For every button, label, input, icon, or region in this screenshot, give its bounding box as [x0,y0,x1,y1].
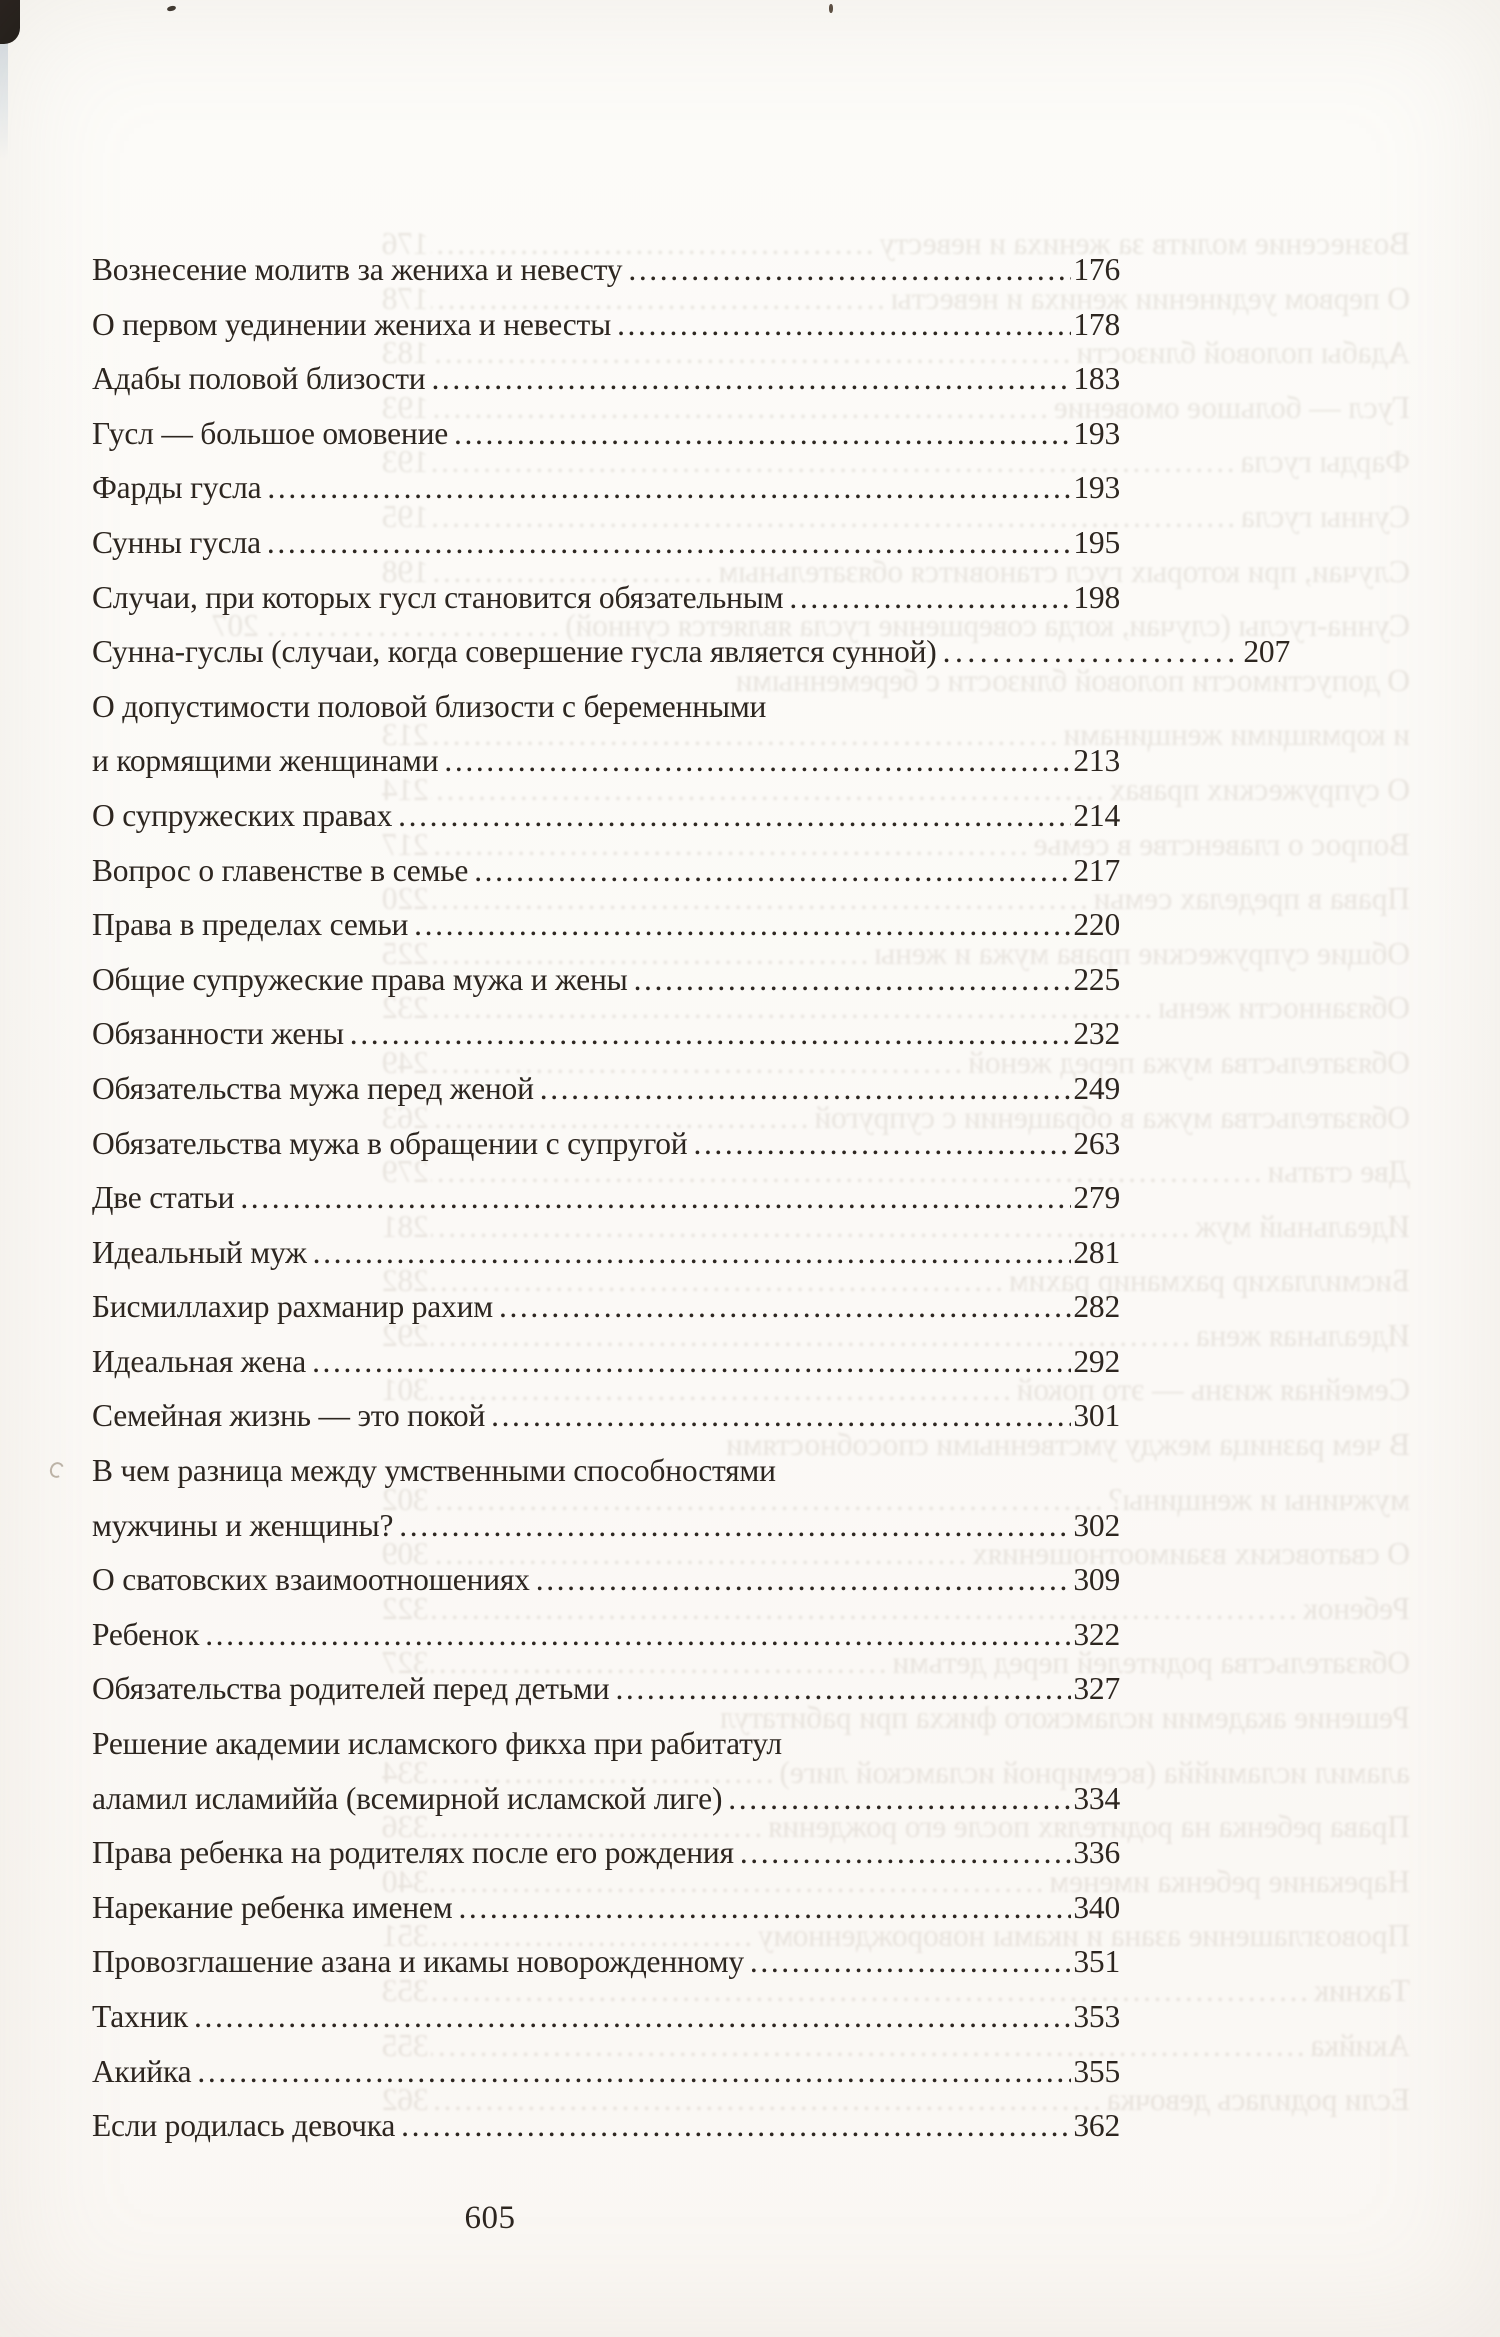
toc-page-number: 309 [1073,1562,1120,1598]
toc-page-number: 176 [1073,252,1120,287]
toc-dot-leader [536,1553,1072,1608]
toc-dot-leader [617,298,1071,353]
toc-page-number: 351 [382,1918,429,1954]
toc-entry-title: Вопрос о главенстве в семье [1033,826,1410,862]
toc-page-number: 301 [1073,1398,1120,1434]
toc-entry-title: Права ребенка на родителях после его рождения [768,1809,1410,1845]
toc-line [92,734,1120,789]
toc-line [92,1389,1120,1444]
toc-page-number: 198 [382,553,429,589]
toc-entry-title: Обязательства родителей перед детьми [892,1645,1410,1681]
toc-dot-leader [197,2045,1071,2100]
toc-line [92,680,1120,735]
toc-entry-title: Сунны гусла [1241,498,1410,534]
toc-dot-leader [431,352,1071,407]
toc-page-number: 279 [1073,1180,1120,1216]
toc-page-number: 282 [1073,1289,1120,1325]
toc-entry-title: Акийка [1310,2027,1410,2063]
toc-entry-title: Случаи, при которых гусл становится обязательным [718,553,1410,589]
toc-line [92,1007,1120,1062]
toc-entry-title: Сунна-гуслы (случаи, когда совершение гусла является сунной) [565,608,1410,644]
toc-page-number: 355 [1073,2053,1120,2089]
toc-entry-title: В чем разница между умственными способностями [92,1453,776,1489]
toc-entry-title: мужчины и женщины? [1108,1481,1410,1517]
toc-dot-leader [350,1007,1072,1062]
toc-page-number: 193 [382,389,429,425]
toc-page-number: 176 [382,226,429,261]
toc-dot-leader [194,1990,1071,2045]
toc-entry-title: О супружеских правах [1109,771,1410,807]
toc-page-number: 193 [1073,470,1120,506]
toc-entry-title: Обязанности жены [92,1016,344,1052]
toc-page-number: 334 [1073,1780,1120,1816]
toc-page-number: 327 [1073,1671,1120,1707]
toc-line [92,1226,1120,1281]
toc-page-number: 198 [1073,579,1120,615]
toc-page-number: 301 [382,1372,429,1408]
toc-entry-title: Тахник [1313,1973,1410,2008]
toc-page-number: 207 [1243,634,1290,670]
toc-entry-title: Решение академии исламского фикха при рабитатул [92,1726,782,1762]
toc-entry-title: Идеальный муж [1195,1208,1410,1244]
toc-page-number: 195 [382,498,429,534]
toc-line [92,1117,1120,1172]
toc-entry-title: Обязательства мужа перед женой [92,1070,534,1106]
ink-speck [48,1460,67,1480]
toc-entry-title: Права ребенка на родителях после его рождения [92,1835,734,1871]
ink-speck [167,5,177,12]
toc-entry-title: Обязанности жены [1158,990,1410,1026]
toc-line [92,1553,1120,1608]
toc-entry-title: Обязательства мужа перед женой [968,1044,1410,1080]
toc-page-number: 336 [1073,1835,1120,1871]
ink-speck [829,4,833,13]
toc-entry-title: Идеальная жена [1195,1317,1410,1353]
toc-entry-title: Если родилась девочка [92,2108,396,2144]
toc-entry-title: О сватовских взаимоотношениях [92,1562,530,1598]
toc-entry-title: Гусл — большое омовение [92,415,449,451]
toc-dot-leader [267,516,1071,571]
toc-dot-leader [240,1171,1071,1226]
toc-entry-title: Бисмиллахир рахманир рахим [92,1289,493,1325]
toc-entry-title: Адабы половой близости [92,361,426,397]
toc-line [92,1608,1120,1663]
toc-page-number: 263 [1073,1125,1120,1161]
toc-page-number: 214 [382,771,429,807]
toc-entry-title: Нарекание ребенка именем [92,1889,453,1925]
toc-entry-title: и кормящими женщинами [1063,717,1410,753]
toc-entry-title: Общие супружеские права мужа и жены [92,961,628,997]
toc-line [92,789,1120,844]
toc-line [92,1990,1120,2045]
toc-page-number: 334 [382,1754,429,1790]
toc-page-number: 292 [1073,1343,1120,1379]
toc-entry-title: Вознесение молитв за жениха и невесту [92,252,623,287]
toc-line [92,1335,1120,1390]
toc-page-number: 232 [382,990,429,1026]
toc-entry-title: Идеальная жена [92,1343,307,1379]
toc-page-number: 362 [1073,2108,1120,2144]
toc-dot-leader [634,953,1072,1008]
toc-dot-leader [740,1826,1072,1881]
toc-line [92,1935,1120,1990]
toc-dot-leader [458,1881,1071,1936]
toc-page-number: 217 [382,826,429,862]
toc-dot-leader [313,1226,1072,1281]
toc-entry-title: мужчины и женщины? [92,1507,394,1543]
toc-page-number: 195 [1073,524,1120,560]
toc-page-number: 353 [1073,1999,1120,2034]
toc-dot-leader [789,571,1071,626]
toc-page-number: 193 [1073,415,1120,451]
toc-entry-title: Семейная жизнь — это покой [92,1398,486,1434]
toc-entry-title: Семейная жизнь — это покой [1016,1372,1410,1408]
toc-entry-title: Права в пределах семьи [92,907,409,943]
toc-dot-leader [398,789,1071,844]
toc-line [92,243,1120,298]
toc-page-number: 193 [382,444,429,480]
toc-line [92,625,1290,680]
toc-entry-title: Адабы половой близости [1076,335,1410,371]
toc-page-number: 353 [382,1973,429,2008]
toc-entry-title: Вопрос о главенстве в семье [92,852,469,888]
toc-entry-title: О допустимости половой близости с беременными [735,662,1410,698]
toc-page-number: 217 [1073,852,1120,888]
toc-line [92,1499,1120,1554]
toc-entry-title: Вознесение молитв за жениха и невесту [879,226,1410,261]
toc-entry-title: Провозглашение азана и икамы новорожденному [758,1918,1410,1954]
toc-page-number: 322 [382,1590,429,1626]
toc-line [92,844,1120,899]
toc-line [92,1280,1120,1335]
toc-line [92,407,1120,462]
toc-entry-title: Две статьи [92,1180,235,1216]
toc-dot-leader [399,1499,1071,1554]
toc-entry-title: О первом уединении жениха и невесты [92,306,612,342]
toc-dot-leader [414,898,1071,953]
toc-line [92,953,1120,1008]
toc-dot-leader [474,844,1071,899]
toc-line [92,1772,1120,1827]
toc-entry-title: Акийка [92,2053,192,2089]
toc-line [92,461,1120,516]
toc-page-number: 281 [1073,1234,1120,1270]
toc-line [92,2045,1120,2100]
toc-line [92,1062,1120,1117]
toc-page-number: 225 [382,935,429,971]
toc-page-number: 309 [382,1536,429,1572]
toc-entry-title: аламил исламиййа (всемирной исламской лиге) [92,1780,723,1816]
toc-page-number: 232 [1073,1016,1120,1052]
toc-entry-title: и кормящими женщинами [92,743,439,779]
toc-entry-title: Идеальный муж [92,1234,307,1270]
toc-line [92,2099,1120,2154]
toc-page-number: 213 [1073,743,1120,779]
toc-page-number: 178 [1073,306,1120,342]
toc-line [92,1171,1120,1226]
toc-page-number: 340 [1073,1889,1120,1925]
toc-entry-title: О сватовских взаимоотношениях [972,1536,1410,1572]
toc-entry-title: Общие супружеские права мужа и жены [874,935,1410,971]
toc-page-number: 178 [382,280,429,316]
toc-dot-leader [693,1117,1071,1172]
scan-corner-artifact [0,0,20,44]
toc-page-number: 327 [382,1645,429,1681]
toc-line [92,1444,1120,1499]
toc-page-number: 249 [382,1044,429,1080]
toc-line [92,898,1120,953]
toc-entry-title: Обязательства мужа в обращении с супругой [814,1099,1410,1135]
toc-page-number: 282 [382,1263,429,1299]
toc-page-number: 183 [1073,361,1120,397]
toc-page-number: 220 [1073,907,1120,943]
toc-entry-title: аламил исламиййа (всемирной исламской лиге) [779,1754,1410,1790]
toc-page-number: 220 [382,881,429,917]
toc-dot-leader [267,461,1071,516]
toc-dot-leader [444,734,1071,789]
toc-page-number: 263 [382,1099,429,1135]
toc-entry-title: Фарды гусла [1240,444,1410,480]
toc-dot-leader [943,625,1242,680]
toc-entry-title: Ребенок [92,1616,200,1652]
toc-page-number: 214 [1073,797,1120,833]
toc-page-number: 355 [382,2027,429,2063]
toc-entry-title: Провозглашение азана и икамы новорожденному [92,1944,744,1980]
toc-entry-title: Бисмиллахир рахманир рахим [1009,1263,1410,1299]
toc-page-number: 336 [382,1809,429,1845]
toc-page-number: 249 [1073,1070,1120,1106]
toc-dot-leader [540,1062,1072,1117]
toc-dot-leader [628,243,1071,298]
toc-entry-title: В чем разница между умственными способностями [726,1427,1410,1463]
toc-line [92,516,1120,571]
toc-entry-title: О первом уединении жениха и невесты [890,280,1410,316]
toc-page-number: 322 [1073,1616,1120,1652]
toc-page-number: 279 [382,1154,429,1190]
toc-entry-title: Случаи, при которых гусл становится обязательным [92,579,784,615]
toc-dot-leader [615,1662,1071,1717]
toc-page-number: 362 [382,2082,429,2118]
toc-entry-title: Сунны гусла [92,524,261,560]
toc-entry-title: Две статьи [1267,1154,1410,1190]
toc-page-number: 183 [382,335,429,371]
toc-page-number: 340 [382,1863,429,1899]
toc-line [92,1662,1120,1717]
toc-dot-leader [750,1935,1071,1990]
toc-dot-leader [312,1335,1071,1390]
toc-dot-leader [491,1389,1071,1444]
toc-page-number: 292 [382,1317,429,1353]
toc-line [92,1881,1120,1936]
toc-line [92,352,1120,407]
toc-entry-title: Обязательства родителей перед детьми [92,1671,610,1707]
toc-page-number: 207 [212,608,259,644]
toc-entry-title: О допустимости половой близости с беременными [92,688,767,724]
toc-line [92,1717,1120,1772]
toc-page-number: 302 [382,1481,429,1517]
toc-dot-leader [454,407,1071,462]
toc-entry-title: Тахник [92,1999,189,2034]
toc-entry-title: Гусл — большое омовение [1053,389,1410,425]
toc-entry-title: Фарды гусла [92,470,262,506]
toc-entry-title: Права в пределах семьи [1093,881,1410,917]
toc-page-number: 351 [1073,1944,1120,1980]
toc-page-number: 302 [1073,1507,1120,1543]
toc-page-number: 281 [382,1208,429,1244]
toc-entry-title: О супружеских правах [92,797,393,833]
toc-dot-leader [499,1280,1071,1335]
toc-line [92,571,1120,626]
toc-page-number: 225 [1073,961,1120,997]
toc-entry-title: Сунна-гуслы (случаи, когда совершение гусла является сунной) [92,634,937,670]
toc-entry-title: Обязательства мужа в обращении с супругой [92,1125,688,1161]
toc-list [92,243,1290,2154]
folio-page-number: 605 [464,2200,516,2236]
toc-dot-leader [205,1608,1071,1663]
toc-entry-title: Если родилась девочка [1106,2082,1410,2118]
toc-line [92,298,1120,353]
toc-dot-leader [728,1772,1071,1827]
toc-entry-title: Ребенок [1302,1590,1410,1626]
toc-page-number: 213 [382,717,429,753]
toc-entry-title: Нарекание ребенка именем [1049,1863,1410,1899]
toc-line [92,1826,1120,1881]
toc-dot-leader [401,2099,1071,2154]
toc-entry-title: Решение академии исламского фикха при рабитатул [720,1700,1410,1736]
